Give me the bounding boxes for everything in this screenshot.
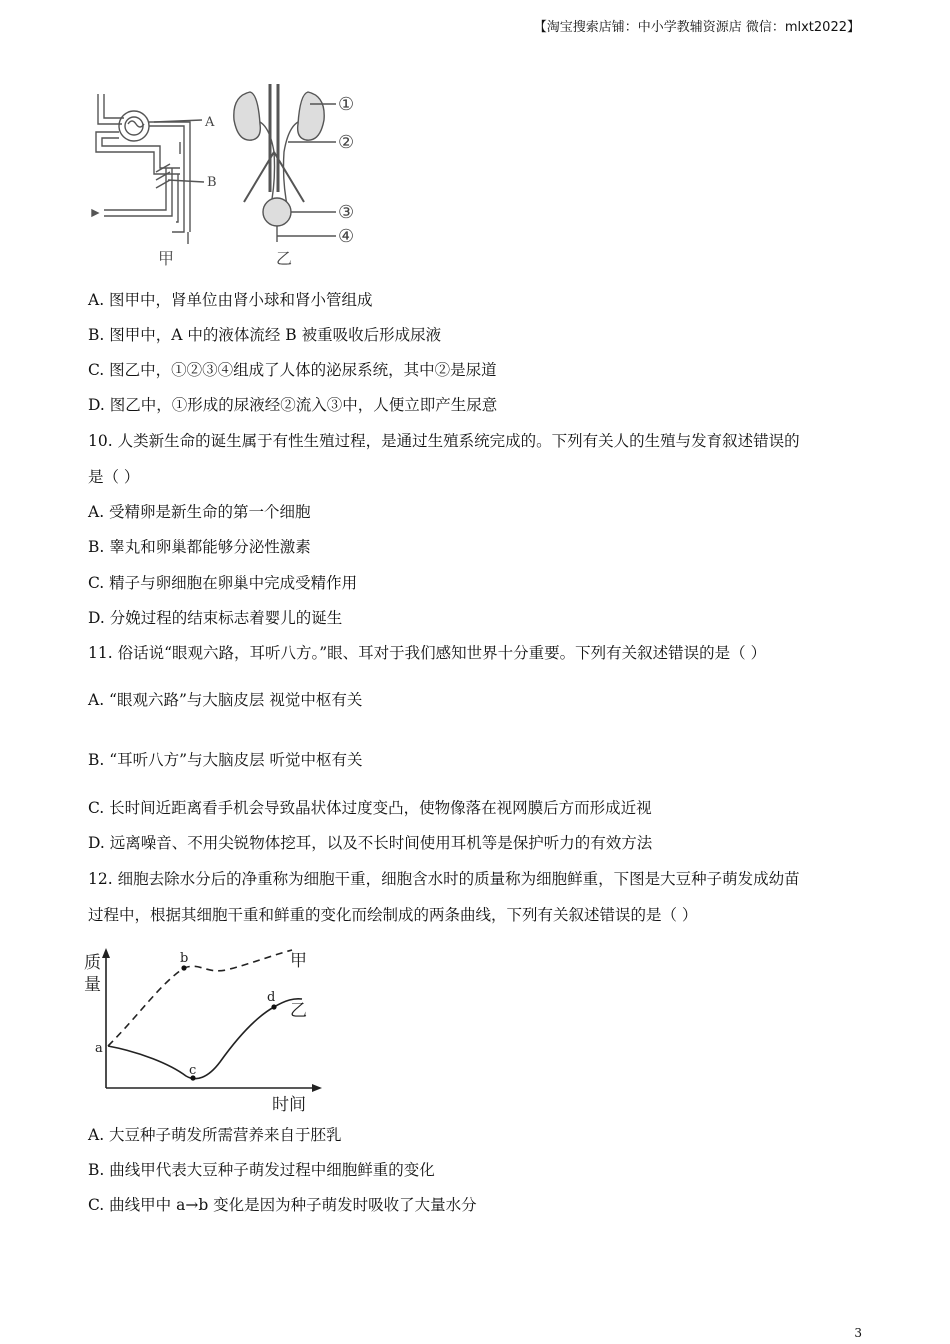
q11-option-b: B. “耳听八方”与大脑皮层 听觉中枢有关 (88, 751, 363, 769)
q10-option-b: B. 睾丸和卵巢都能够分泌性激素 (88, 538, 311, 556)
point-a-label: a (95, 1041, 103, 1056)
curve-yi (108, 999, 302, 1079)
point-c-label: c (189, 1063, 197, 1078)
q11-option-d: D. 远离噪音、不用尖锐物体挖耳，以及不长时间使用耳机等是保护听力的有效方法 (88, 834, 653, 852)
y-label-1: 质 (84, 953, 101, 973)
label-1: ① (338, 94, 355, 115)
q12-stem-line2: 过程中，根据其细胞干重和鲜重的变化而绘制成的两条曲线，下列有关叙述错误的是（ ） (88, 906, 698, 924)
q11-option-a: A. “眼观六路”与大脑皮层 视觉中枢有关 (88, 691, 363, 709)
label-2: ② (338, 132, 355, 153)
q11-option-c: C. 长时间近距离看手机会导致晶状体过度变凸，使物像落在视网膜后方而形成近视 (88, 799, 652, 817)
label-A: A (205, 115, 215, 130)
figure-nephron-urinary-system (84, 82, 384, 272)
q12-stem-line1: 12. 细胞去除水分后的净重称为细胞干重，细胞含水时的质量称为细胞鲜重，下图是大豆种子萌发成幼苗 (88, 870, 800, 888)
q10-option-c: C. 精子与卵细胞在卵巢中完成受精作用 (88, 574, 358, 592)
q9-option-b: B. 图甲中，A 中的液体流经 B 被重吸收后形成尿液 (88, 326, 442, 344)
header-banner: 【淘宝搜索店铺：中小学教辅资源店 微信：mlxt2022】 (533, 20, 860, 35)
q10-option-a: A. 受精卵是新生命的第一个细胞 (88, 503, 311, 521)
label-B: B (207, 175, 217, 190)
point-d (271, 1004, 276, 1009)
figure-weight-curves (80, 944, 330, 1114)
curve-yi-label: 乙 (290, 1001, 307, 1021)
label-jia: 甲 (158, 249, 175, 268)
point-d-label: d (267, 990, 276, 1005)
y-label-2: 量 (84, 975, 101, 995)
q10-stem-line2: 是（ ） (88, 468, 140, 486)
page-number: 3 (854, 1326, 862, 1340)
label-4: ④ (338, 226, 355, 247)
q11-stem: 11. 俗话说“眼观六路，耳听八方。”眼、耳对于我们感知世界十分重要。下列有关叙述错误的是（ ） (88, 644, 767, 662)
curve-jia-label: 甲 (290, 951, 307, 971)
x-label: 时间 (272, 1095, 306, 1114)
q12-option-a: A. 大豆种子萌发所需营养来自于胚乳 (88, 1126, 342, 1144)
point-b-label: b (180, 951, 189, 966)
q12-option-b: B. 曲线甲代表大豆种子萌发过程中细胞鲜重的变化 (88, 1161, 435, 1179)
q10-stem-line1: 10. 人类新生命的诞生属于有性生殖过程，是通过生殖系统完成的。下列有关人的生殖与发育叙述错误的 (88, 432, 800, 450)
label-yi: 乙 (276, 249, 293, 268)
label-3: ③ (338, 202, 355, 223)
q10-option-d: D. 分娩过程的结束标志着婴儿的诞生 (88, 609, 343, 627)
q9-option-d: D. 图乙中，①形成的尿液经②流入③中，人便立即产生尿意 (88, 396, 498, 414)
q9-option-c: C. 图乙中，①②③④组成了人体的泌尿系统，其中②是尿道 (88, 361, 497, 379)
curve-jia (108, 950, 292, 1046)
point-b (181, 965, 186, 970)
q12-option-c: C. 曲线甲中 a→b 变化是因为种子萌发时吸收了大量水分 (88, 1196, 477, 1214)
q9-option-a: A. 图甲中，肾单位由肾小球和肾小管组成 (88, 291, 373, 309)
